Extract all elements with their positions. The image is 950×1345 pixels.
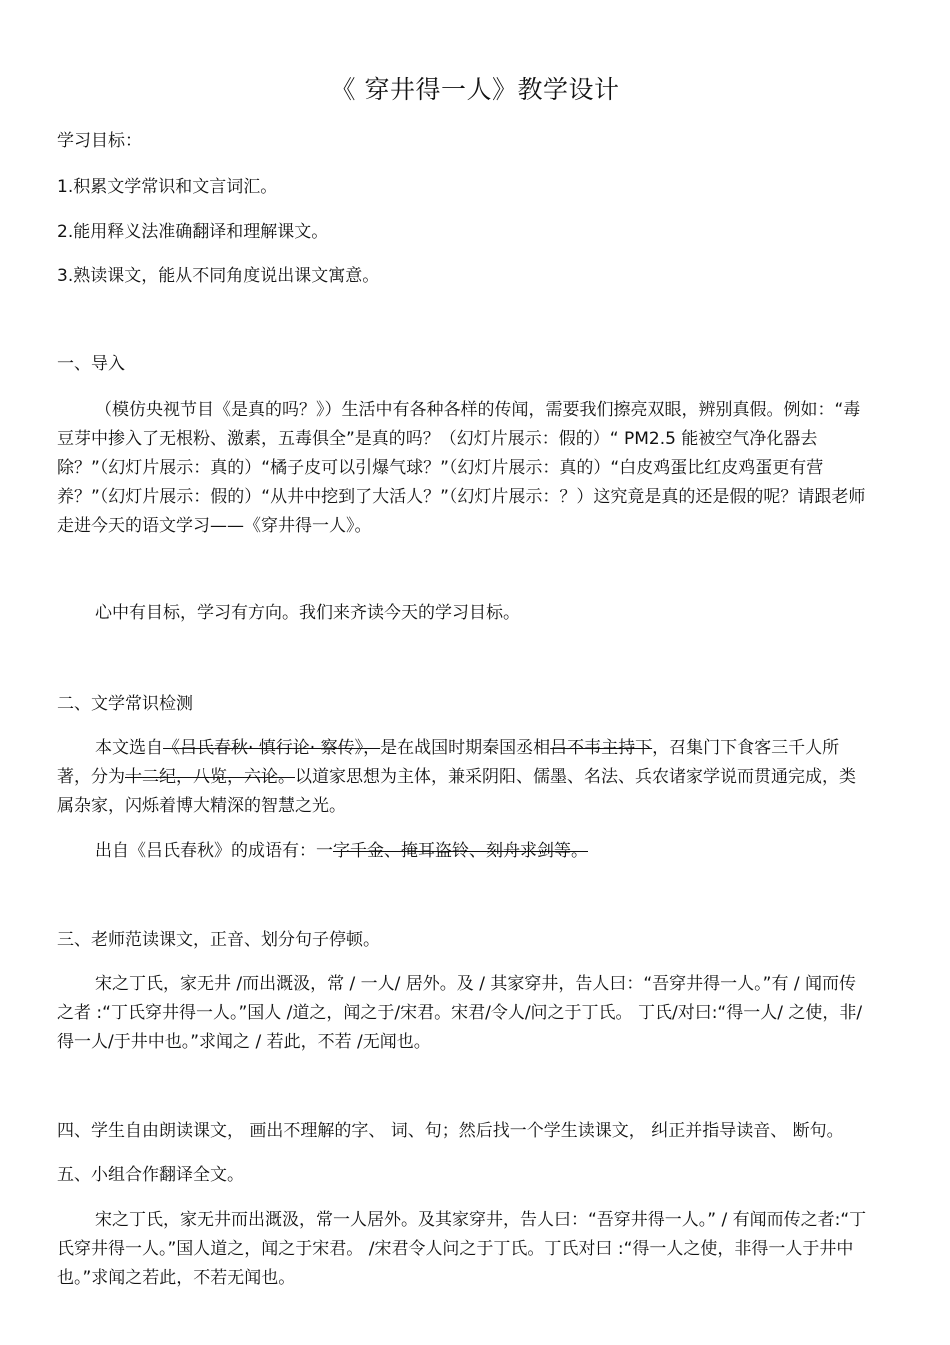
section-5-heading: 五、小组合作翻译全文。 bbox=[57, 1165, 244, 1185]
section-1-heading: 一、导入 bbox=[57, 354, 125, 374]
section-4-heading: 四、学生自由朗读课文， 画出不理解的字、 词、句；然后找一个学生读课文， 纠正并指导读音、 断句。 bbox=[57, 1121, 844, 1141]
source-text: 本文选自 bbox=[95, 738, 163, 758]
source-text: ，召集门下食客三千人所著，分为 bbox=[57, 738, 840, 787]
section-3-heading: 三、老师范读课文，正音、划分句子停顿。 bbox=[57, 930, 380, 950]
objective-item-1: 1.积累文学常识和文言词汇。 bbox=[57, 177, 278, 197]
idioms-underlined: 字千金、掩耳盗铃、刻舟求剑等。 bbox=[333, 841, 588, 861]
section-5-paragraph: 宋之丁氏，家无井而出溉汲，常一人居外。及其家穿井，告人曰：“吾穿井得一人。” / 有闻而传之者:“丁氏穿井得一人。”国人道之，闻之于宋君。 /宋君令人问之于丁氏。丁氏对曰 :“得一人之使，非得一人于井中也。”求闻之若此，不若无闻也。 bbox=[57, 1210, 867, 1288]
section-2-idioms-line bbox=[95, 839, 588, 863]
objective-item-2: 2.能用释义法准确翻译和理解课文。 bbox=[57, 222, 329, 242]
document-title: 《 穿井得一人》教学设计 bbox=[330, 75, 620, 104]
section-2-heading: 二、文学常识检测 bbox=[57, 694, 193, 714]
source-author-underlined: 吕不韦主持下 bbox=[550, 738, 653, 758]
section-2-paragraph-1 bbox=[57, 734, 872, 821]
section-1-intro-paragraph: （模仿央视节目《是真的吗？》）生活中有各种各样的传闻，需要我们擦亮双眼，辨别真假。例如：“毒豆芽中掺入了无根粉、激素，五毒俱全”是真的吗？（幻灯片展示：假的）“ PM2.5 能被空气净化器去除？”（幻灯片展示：真的）“橘子皮可以引爆气球？”（幻灯片展示：真的）“白皮鸡蛋比红皮鸡蛋更有营养？”（幻灯片展示：假的）“从井中挖到了大活人？”（幻灯片展示：？）这究竟是真的还是假的呢？请跟老师走进今天的语文学习——《穿井得一人》。 bbox=[57, 400, 866, 536]
source-text: 是在战国时期秦国丞相 bbox=[380, 738, 551, 758]
objectives-heading: 学习目标： bbox=[57, 131, 142, 151]
source-text: 以道家思想为主体，兼采阴阳、儒墨、名法、兵农诸家学说而贯通完成，类属杂家，闪烁着博大精深的智慧之光。 bbox=[57, 767, 856, 816]
source-structure-underlined: 十二纪，八览，六论。 bbox=[125, 767, 295, 787]
source-book-underlined: 《吕氏春秋· 慎行论· 察传》， bbox=[163, 738, 381, 758]
section-3-paragraph: 宋之丁氏，家无井 /而出溉汲，常 / 一人/ 居外。及 / 其家穿井，告人曰：“吾穿井得一人。”有 / 闻而传之者 :“丁氏穿井得一人。”国人 /道之，闻之于/宋君。宋君/令人/问之于丁氏。 丁氏/对曰:“得一人/ 之使，非/得一人/于井中也。”求闻之 / 若此，不若 /无闻也。 bbox=[57, 974, 863, 1052]
objective-item-3: 3.熟读课文，能从不同角度说出课文寓意。 bbox=[57, 266, 380, 286]
section-1-goal-line: 心中有目标，学习有方向。我们来齐读今天的学习目标。 bbox=[95, 603, 520, 623]
idioms-text: 出自《吕氏春秋》的成语有：一 bbox=[95, 841, 333, 861]
